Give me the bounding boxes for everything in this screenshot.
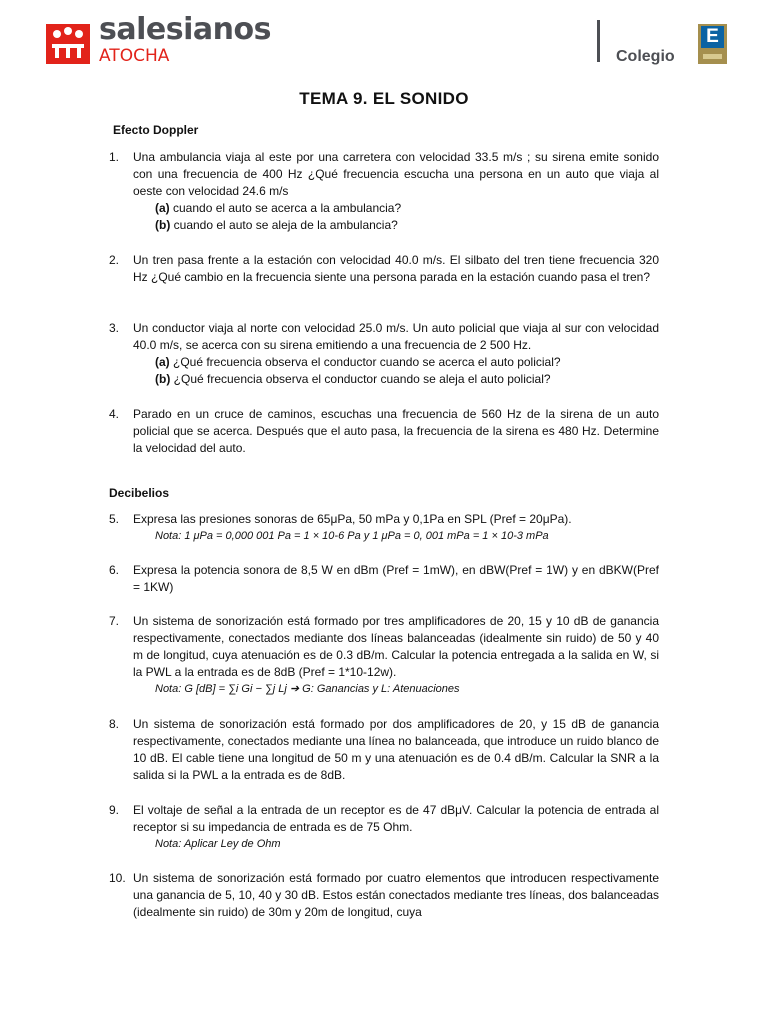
problem-text: Expresa las presiones sonoras de 65μPa, 50 mPa y 0,1Pa en SPL (Pref = 20μPa). bbox=[133, 512, 572, 526]
problem-number: 10. bbox=[109, 871, 126, 885]
problem-number: 3. bbox=[109, 321, 120, 335]
problem-note: Nota: Aplicar Ley de Ohm bbox=[155, 838, 281, 850]
salesianos-logo-icon bbox=[46, 24, 90, 64]
problem-item bbox=[109, 716, 659, 784]
problem-text: Expresa la potencia sonora de 8,5 W en dBm (Pref = 1mW), en dBW(Pref = 1W) y en dBKW(Pref = 1KW) bbox=[133, 563, 659, 594]
problem-item bbox=[109, 149, 659, 234]
page-title: TEMA 9. EL SONIDO bbox=[299, 89, 469, 108]
problem-number: 6. bbox=[109, 563, 120, 577]
problem-subpart: (b) ¿Qué frecuencia observa el conductor cuando se aleja el auto policial? bbox=[155, 372, 551, 386]
problem-note: Nota: G [dB] = ∑i Gi − ∑j Lj ➔ G: Ganancias y L: Atenuaciones bbox=[155, 683, 460, 695]
colegio-label: Colegio bbox=[616, 48, 675, 65]
problem-text: Un conductor viaja al norte con velocidad 25.0 m/s. Un auto policial que viaja al sur con velocidad 40.0 m/s, se acerca con su sirena emitiendo a una frecuencia de 2 500 Hz. bbox=[133, 321, 659, 352]
page-header bbox=[0, 0, 768, 75]
brand-name: salesianos bbox=[99, 12, 271, 47]
problem-item bbox=[109, 252, 659, 286]
problem-number: 2. bbox=[109, 253, 120, 267]
problem-text: Una ambulancia viaja al este por una carretera con velocidad 33.5 m/s ; su sirena emite sonido con una frecuencia de 400 Hz ¿Qué frecuencia escucha una persona en un auto que viaja al oeste con velocidad 24.6 m/s bbox=[133, 150, 659, 198]
problem-number: 5. bbox=[109, 512, 120, 526]
problem-number: 8. bbox=[109, 717, 120, 731]
header-divider bbox=[597, 20, 600, 62]
section-heading-decibelios: Decibelios bbox=[109, 486, 170, 500]
problem-text: Un tren pasa frente a la estación con velocidad 40.0 m/s. El silbato del tren tiene frecuencia 320 Hz ¿Qué cambio en la frecuencia siente una persona parada en la estación cuando pasa el tren? bbox=[133, 253, 659, 284]
problem-number: 9. bbox=[109, 803, 120, 817]
problem-subpart: (a) cuando el auto se acerca a la ambulancia? bbox=[155, 201, 402, 215]
problem-text: Parado en un cruce de caminos, escuchas una frecuencia de 560 Hz de la sirena de un auto policial que se acerca. Después que el auto pasa, la frecuencia de la sirena es 480 Hz. Determine la velocidad del auto. bbox=[133, 407, 659, 455]
problem-item bbox=[109, 802, 659, 853]
brand-location: ATOCHA bbox=[99, 46, 170, 66]
colegio-badge-icon bbox=[698, 24, 727, 64]
problem-item bbox=[109, 406, 659, 457]
problem-number: 4. bbox=[109, 407, 120, 421]
problem-item bbox=[109, 870, 659, 921]
problem-text: El voltaje de señal a la entrada de un receptor es de 47 dBμV. Calcular la potencia de entrada al receptor si su impedancia de entrada es de 75 Ohm. bbox=[133, 803, 659, 834]
problem-item bbox=[109, 613, 659, 698]
problem-number: 7. bbox=[109, 614, 120, 628]
problem-subpart: (a) ¿Qué frecuencia observa el conductor cuando se acerca el auto policial? bbox=[155, 355, 561, 369]
problem-item bbox=[109, 562, 659, 596]
problem-item bbox=[109, 511, 659, 545]
problem-item bbox=[109, 320, 659, 388]
section-heading-doppler: Efecto Doppler bbox=[113, 123, 199, 137]
problem-number: 1. bbox=[109, 150, 120, 164]
problem-text: Un sistema de sonorización está formado por cuatro elementos que introducen respectivamente una ganancia de 5, 10, 40 y 30 dB. Estos están conectados mediante tres líneas, dos balanceadas (idealmente sin ruido) de 30m y 20m de longitud, cuya bbox=[133, 871, 659, 919]
badge-letter: E bbox=[701, 26, 724, 48]
problem-subpart: (b) cuando el auto se aleja de la ambulancia? bbox=[155, 218, 398, 232]
problem-note: Nota: 1 μPa = 0,000 001 Pa = 1 × 10-6 Pa y 1 μPa = 0, 001 mPa = 1 × 10-3 mPa bbox=[155, 530, 549, 542]
problem-text: Un sistema de sonorización está formado por tres amplificadores de 20, 15 y 10 dB de ganancia respectivamente, conectados mediante dos líneas balanceadas (idealmente sin ruido) de 50 y 40 m de longitud, cuya atenuación es de 0.3 dB/m. Calcular la potencia entregada a la salida en W, si la PWL a la entrada es de 8dB (Pref = 1*10-12w). bbox=[133, 614, 659, 679]
problem-text: Un sistema de sonorización está formado por dos amplificadores de 20, y 15 dB de ganancia respectivamente, conectados mediante una línea no balanceada, que introduce un ruido blanco de 10 dB. El cable tiene una longitud de 50 m y una atenuación es de 0.4 dB/m. Calcular la SNR a la salida si la PWL a la entrada es de 8dB. bbox=[133, 717, 659, 782]
